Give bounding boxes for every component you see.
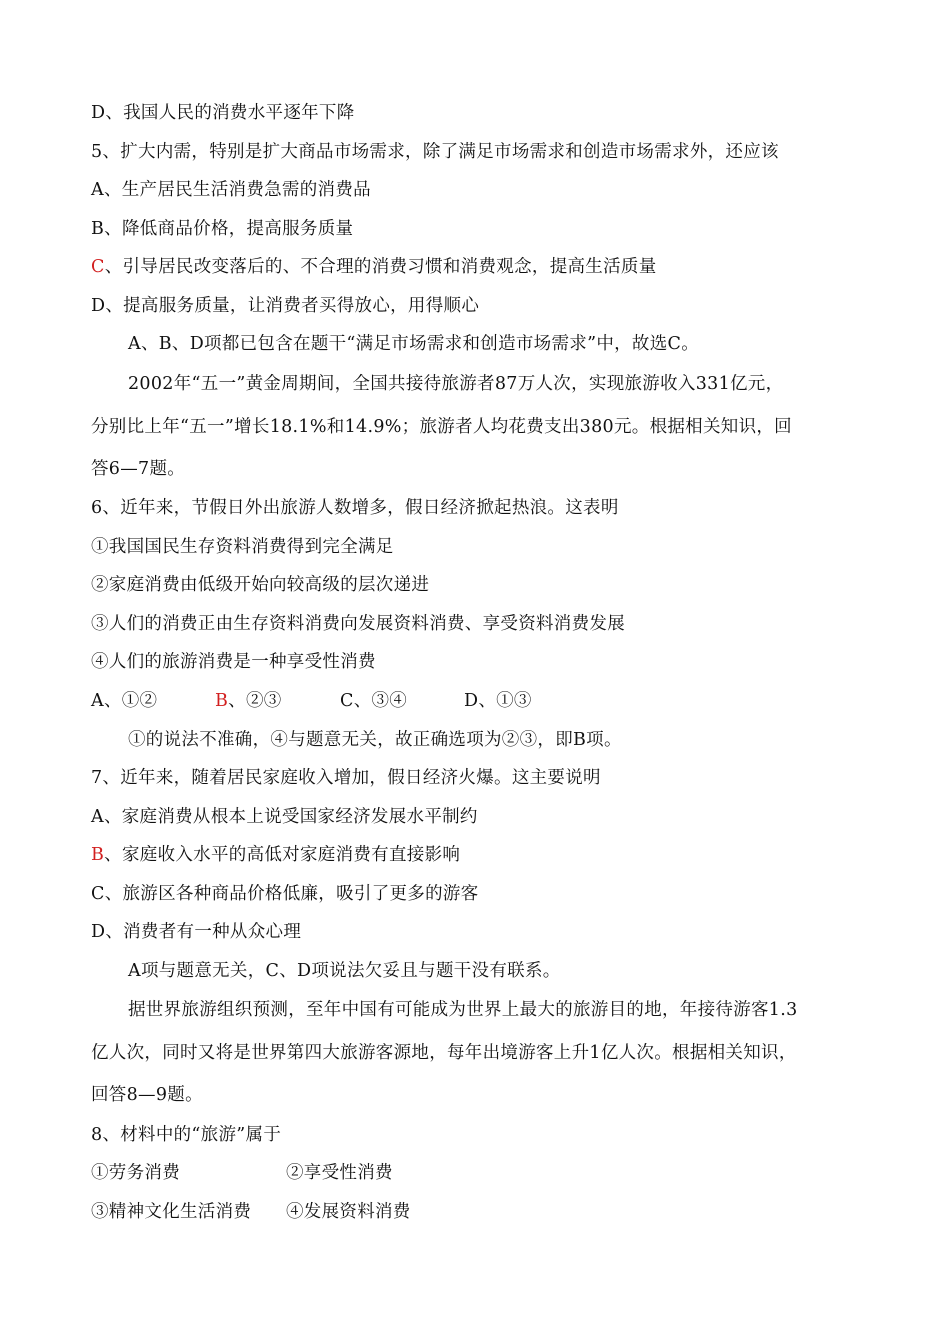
q6-item-1: ①我国国民生存资料消费得到完全满足 — [91, 537, 394, 557]
q6-option-c: C、③④ — [340, 691, 408, 711]
q6-item-4: ④人们的旅游消费是一种享受性消费 — [91, 652, 376, 672]
q6-answer-letter: B — [215, 691, 229, 711]
q5-option-b: B、降低商品价格，提高服务质量 — [91, 219, 354, 239]
q6-stem: 6、近年来，节假日外出旅游人数增多，假日经济掀起热浪。这表明 — [91, 498, 619, 518]
material2-line3: 回答8—9题。 — [91, 1085, 203, 1105]
q5-option-c-text: 、引导居民改变落后的、不合理的消费习惯和消费观念，提高生活质量 — [104, 257, 657, 277]
q5-option-c — [91, 255, 657, 279]
q8-item-4: ④发展资料消费 — [286, 1202, 411, 1222]
q6-option-b-text: 、②③ — [228, 691, 282, 711]
q5-option-a: A、生产居民生活消费急需的消费品 — [91, 180, 371, 200]
q5-answer-letter: C — [91, 257, 105, 277]
q6-option-a: A、①② — [91, 691, 158, 711]
q8-stem: 8、材料中的“旅游”属于 — [91, 1125, 282, 1145]
q7-option-d: D、消费者有一种从众心理 — [91, 922, 302, 942]
material1-line1: 2002年“五一”黄金周期间，全国共接待旅游者87万人次，实现旅游收入331亿元， — [128, 374, 784, 394]
q8-item-2: ②享受性消费 — [286, 1163, 393, 1183]
q7-explanation: A项与题意无关，C、D项说法欠妥且与题干没有联系。 — [128, 961, 561, 981]
q6-options — [91, 689, 532, 713]
q7-stem: 7、近年来，随着居民家庭收入增加，假日经济火爆。这主要说明 — [91, 768, 601, 788]
q7-option-a: A、家庭消费从根本上说受国家经济发展水平制约 — [91, 807, 478, 827]
q8-item-1: ①劳务消费 — [91, 1163, 180, 1183]
material2-line2: 亿人次，同时又将是世界第四大旅游客源地，每年出境游客上升1亿人次。根据相关知识， — [91, 1043, 797, 1063]
q6-explanation: ①的说法不准确，④与题意无关，故正确选项为②③，即B项。 — [128, 730, 622, 750]
q6-option-d: D、①③ — [464, 691, 532, 711]
q5-stem: 5、扩大内需，特别是扩大商品市场需求，除了满足市场需求和创造市场需求外，还应该 — [91, 142, 779, 162]
q8-item-3: ③精神文化生活消费 — [91, 1202, 252, 1222]
q7-option-b — [91, 843, 460, 867]
material1-line3: 答6—7题。 — [91, 459, 186, 479]
q7-option-b-text: 、家庭收入水平的高低对家庭消费有直接影响 — [104, 845, 461, 865]
q6-option-b — [215, 689, 340, 713]
q8-items-row1 — [91, 1161, 393, 1185]
q7-option-c: C、旅游区各种商品价格低廉，吸引了更多的游客 — [91, 884, 479, 904]
material2-line1: 据世界旅游组织预测，至年中国有可能成为世界上最大的旅游目的地，年接待游客1.3 — [128, 1000, 798, 1020]
q6-item-3: ③人们的消费正由生存资料消费向发展资料消费、享受资料消费发展 — [91, 614, 625, 634]
q5-option-d: D、提高服务质量，让消费者买得放心，用得顺心 — [91, 296, 480, 316]
q5-explanation: A、B、D项都已包含在题干“满足市场需求和创造市场需求”中，故选C。 — [128, 334, 700, 354]
q8-items-row2 — [91, 1200, 411, 1224]
q6-item-2: ②家庭消费由低级开始向较高级的层次递进 — [91, 575, 430, 595]
material1-line2: 分别比上年“五一”增长18.1%和14.9%；旅游者人均花费支出380元。根据相关知识，回 — [91, 417, 792, 437]
q4-option-d: D、我国人民的消费水平逐年下降 — [91, 103, 355, 123]
q7-answer-letter: B — [91, 845, 105, 865]
